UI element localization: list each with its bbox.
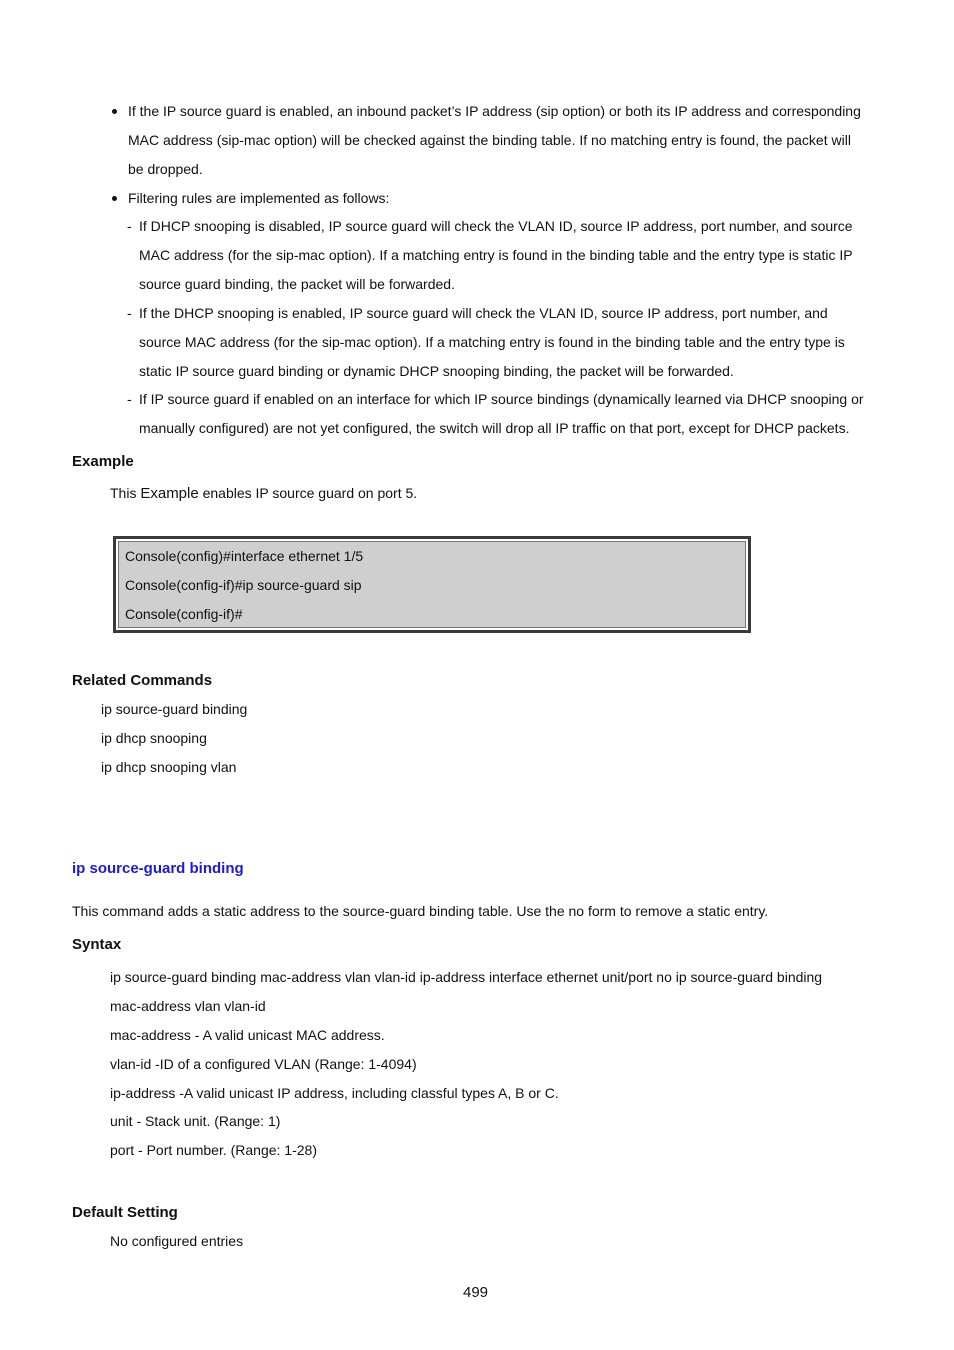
command-description: This command adds a static address to the source-guard binding table. Use the no form to remove a static entry. [72, 903, 769, 919]
syntax-line: unit - Stack unit. (Range: 1) [110, 1113, 281, 1129]
dash-marker: - [127, 305, 132, 321]
syntax-heading: Syntax [72, 936, 122, 953]
related-command-item: ip dhcp snooping [101, 730, 207, 746]
page-number: 499 [463, 1284, 489, 1301]
related-commands-heading: Related Commands [72, 672, 213, 689]
example-text-suffix: enables IP source guard on port 5. [198, 485, 418, 501]
syntax-line: vlan-id -ID of a configured VLAN (Range: 1-4094) [110, 1056, 417, 1072]
example-text-prefix: This [110, 485, 141, 501]
dash-item-no-bindings [139, 385, 889, 443]
text-line: MAC address (sip-mac option) will be checked against the binding table. If no matching entry is found, the packet will [128, 132, 851, 148]
syntax-line: port - Port number. (Range: 1-28) [110, 1142, 317, 1158]
console-line: Console(config)#interface ethernet 1/5 [125, 548, 364, 564]
dash-marker: - [127, 391, 132, 407]
bullet-dot [112, 109, 117, 114]
example-keyword: Example [140, 485, 199, 502]
bullet-dot [112, 196, 117, 201]
related-command-item: ip dhcp snooping vlan [101, 759, 237, 775]
bullet-paragraph-filtering-rules [128, 184, 888, 213]
syntax-line: ip-address -A valid unicast IP address, including classful types A, B or C. [110, 1085, 559, 1101]
text-line: source guard binding, the packet will be forwarded. [139, 276, 455, 292]
syntax-line: ip source-guard binding mac-address vlan vlan-id ip-address interface ethernet unit/port no ip source-guard binding [110, 969, 823, 985]
text-line: manually configured) are not yet configured, the switch will drop all IP traffic on that port, except for DHCP packets. [139, 420, 850, 436]
text-line: MAC address (for the sip-mac option). If a matching entry is found in the binding table and the entry type is static IP [139, 247, 853, 263]
text-line: If IP source guard if enabled on an interface for which IP source bindings (dynamically learned via DHCP snooping or [139, 391, 864, 407]
text-line: Filtering rules are implemented as follows: [128, 190, 390, 206]
syntax-line: mac-address vlan vlan-id [110, 998, 266, 1014]
text-line: be dropped. [128, 161, 203, 177]
text-line: source MAC address (for the sip-mac option). If a matching entry is found in the binding table and the entry type is [139, 334, 845, 350]
syntax-line: mac-address - A valid unicast MAC address. [110, 1027, 385, 1043]
dash-item-dhcp-disabled [139, 212, 889, 299]
text-line: If DHCP snooping is disabled, IP source guard will check the VLAN ID, source IP address, port number, and source [139, 218, 853, 234]
related-command-item: ip source-guard binding [101, 701, 248, 717]
console-line: Console(config-if)# [125, 606, 243, 622]
dash-marker: - [127, 218, 132, 234]
console-example-box [113, 536, 751, 633]
console-line: Console(config-if)#ip source-guard sip [125, 577, 362, 593]
default-setting-heading: Default Setting [72, 1204, 178, 1221]
dash-item-dhcp-enabled [139, 299, 889, 386]
bullet-paragraph-ip-source-guard [128, 97, 888, 184]
example-heading: Example [72, 453, 134, 470]
command-title: ip source-guard binding [72, 860, 244, 877]
text-line: If the IP source guard is enabled, an inbound packet’s IP address (sip option) or both its IP address and corresponding [128, 103, 861, 119]
text-line: If the DHCP snooping is enabled, IP source guard will check the VLAN ID, source IP address, port number, and [139, 305, 828, 321]
example-description [110, 485, 417, 502]
default-setting-text: No configured entries [110, 1233, 244, 1249]
text-line: static IP source guard binding or dynamic DHCP snooping binding, the packet will be forwarded. [139, 363, 734, 379]
